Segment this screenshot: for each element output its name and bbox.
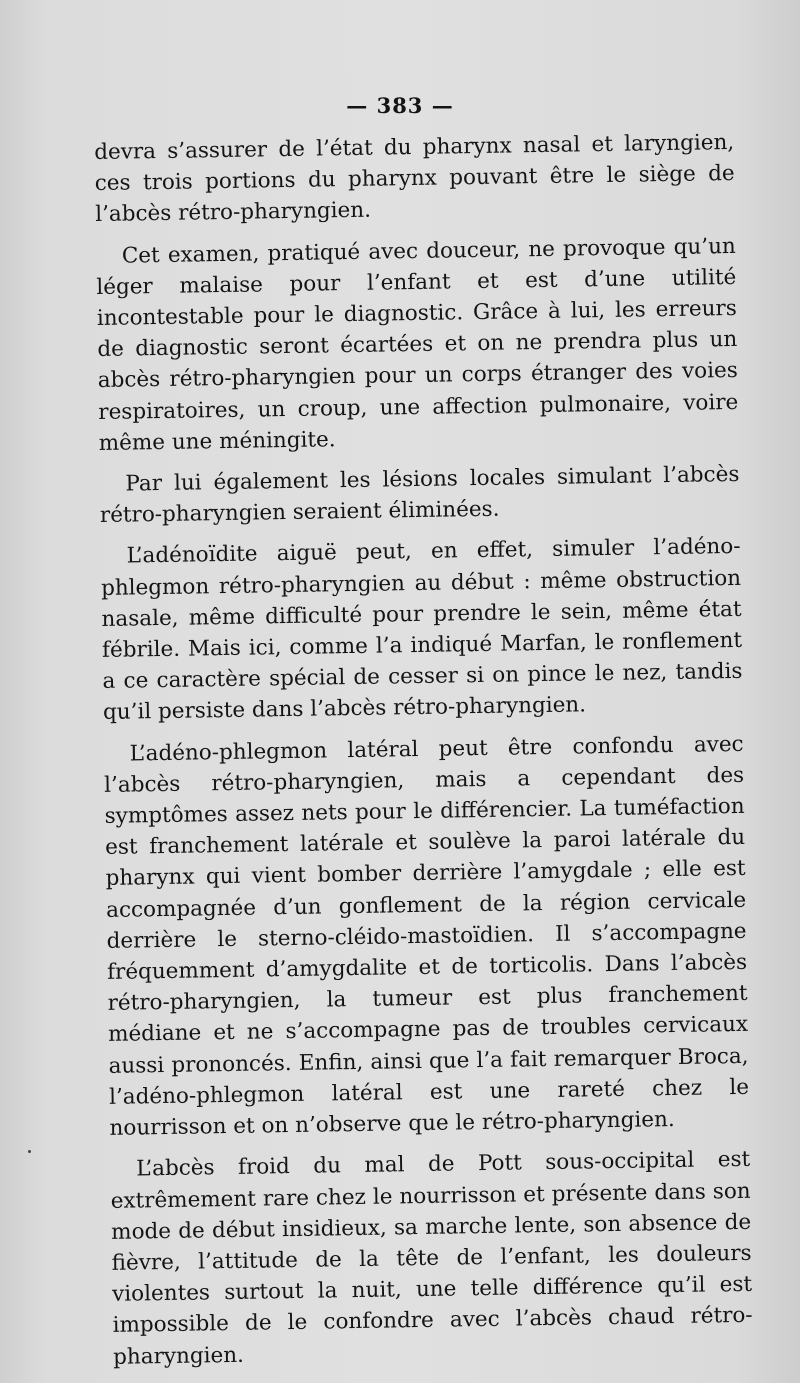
margin-speck (28, 1150, 31, 1153)
paragraph-5: L’adéno-phlegmon latéral peut être confondu avec l’abcès rétro-pharyngien, mais a cependant des symptômes assez nets pour le différencier. La tuméfaction est franchement latérale et soulève la paroi latérale du pharynx qui vient bomber derrière l’amygdale ; elle est accompagnée d’un gonflement de la région cervicale derrière le sterno-cléido-mastoïdien. Il s’accompagne fréquemment d’amygdalite et de torticolis. Dans l’abcès rétro-pharyngien, la tumeur est plus franchement médiane et ne s’accompagne pas de troubles cervicaux aussi prononcés. Enfin, ainsi que l’a fait remarquer Broca, l’adéno-phlegmon latéral est une rareté chez le nourrisson et on n’observe que le rétro-pharyngien. (103, 731, 750, 1141)
paragraph-4: L’adénoïdite aiguë peut, en effet, simuler l’adéno-phlegmon rétro-pharyngien au début : même obstruction nasale, même difficulté pour prendre le sein, même état fébrile. Mais ici, comme l’a indiqué Marfan, le ronflement a ce caractère spécial de cesser si on pince le nez, tandis qu’il persiste dans l’abcès rétro-pharyngien. (100, 534, 743, 726)
paragraph-1: devra s’assurer de l’état du pharynx nasal et laryngien, ces trois portions du pharynx pouvant être le siège de l’abcès rétro-pharyngien. (94, 129, 735, 228)
page-number: — 383 — (346, 93, 454, 118)
paragraph-6: L’abcès froid du mal de Pott sous-occipital est extrêmement rare chez le nourrisson et présente dans son mode de début insidieux, sa marche lente, son absence de fièvre, l’attitude de la tête de l’enfant, les douleurs violentes surtout la nuit, une telle différence qu’il est impossible de le confondre avec l’abcès chaud rétro-pharyngien. (110, 1147, 753, 1370)
paragraph-3: Par lui également les lésions locales simulant l’abcès rétro-pharyngien seraient éliminées. (99, 461, 740, 529)
body-text (94, 127, 753, 1383)
paragraph-2: Cet examen, pratiqué avec douceur, ne provoque qu’un léger malaise pour l’enfant et est d’une utilité incontestable pour le diagnostic. Grâce à lui, les erreurs de diagnostic seront écartées et on ne prendra plus un abcès rétro-pharyngien pour un corps étranger des voies respiratoires, un croup, une affection pulmonaire, voire même une méningite. (96, 233, 739, 456)
